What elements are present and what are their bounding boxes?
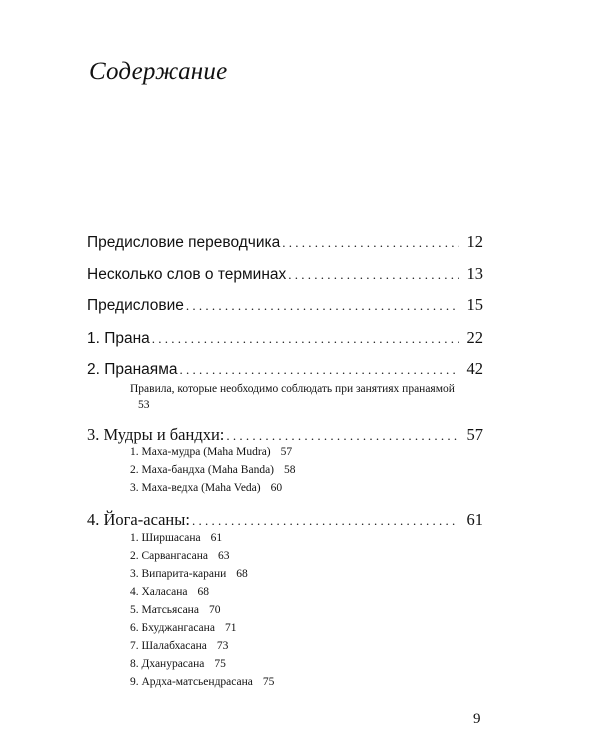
toc-subentry-page: 68 bbox=[236, 568, 248, 580]
toc-subentry[interactable] bbox=[130, 622, 236, 634]
dot-leader bbox=[186, 298, 459, 314]
toc-subentry-label: 8. Дханурасана bbox=[130, 658, 205, 670]
toc-subentry-page: 75 bbox=[262, 676, 275, 688]
toc-subentry[interactable] bbox=[130, 676, 274, 688]
toc-subentry-page: 75 bbox=[214, 658, 226, 670]
toc-entry-label: 2. Пранаяма bbox=[87, 361, 178, 378]
dot-leader bbox=[192, 513, 459, 529]
toc-subentry[interactable] bbox=[130, 604, 220, 616]
toc-subentry[interactable] bbox=[130, 482, 282, 494]
toc-subentry[interactable] bbox=[130, 532, 222, 544]
toc-subentry-page: 53 bbox=[138, 399, 150, 411]
toc-subentry-label: 2. Сарвангасана bbox=[130, 550, 208, 562]
toc-entry-label: 4. Йога-асаны: bbox=[87, 510, 190, 529]
toc-subentry[interactable] bbox=[130, 568, 248, 580]
toc-subentry-label: 1. Маха-мудра (Maha Mudra) bbox=[130, 446, 271, 458]
toc-subentry-label: 3. Маха-ведха (Maha Veda) bbox=[130, 482, 261, 494]
toc-subentry-label: 6. Бхуджангасана bbox=[130, 622, 215, 634]
toc-subentry-label: 4. Халасана bbox=[130, 586, 188, 598]
toc-entry-page: 12 bbox=[466, 232, 483, 251]
toc-subentry-label: 2. Маха-бандха (Maha Banda) bbox=[130, 464, 274, 476]
toc-subentry-page: 73 bbox=[216, 640, 229, 652]
toc-entry-label: Предисловие переводчика bbox=[87, 234, 281, 251]
toc-subentry[interactable] bbox=[130, 464, 296, 476]
toc-entry-label: Предисловие bbox=[87, 297, 184, 314]
toc-entry[interactable] bbox=[87, 232, 483, 252]
toc-subentry-page: 71 bbox=[224, 622, 237, 634]
toc-subentry-label: Правила, которые необходимо соблюдать при занятиях пранаямой bbox=[130, 383, 455, 395]
page-number: 9 bbox=[473, 711, 481, 727]
toc-entry[interactable] bbox=[87, 264, 483, 284]
toc-entry-page: 15 bbox=[466, 295, 483, 314]
toc-subentry-label: 3. Випарита-карани bbox=[130, 568, 227, 580]
toc-subentry-label: 5. Матсьясана bbox=[130, 604, 199, 616]
toc-subentry[interactable] bbox=[130, 550, 230, 562]
toc-subentry[interactable] bbox=[130, 381, 470, 413]
toc-subentry[interactable] bbox=[130, 640, 228, 652]
dot-leader bbox=[226, 428, 459, 444]
toc-subentry-page: 58 bbox=[284, 464, 296, 476]
toc-entry-page: 13 bbox=[466, 264, 483, 283]
dot-leader bbox=[179, 362, 459, 378]
toc-subentry[interactable] bbox=[130, 446, 292, 458]
toc-subentry-page: 63 bbox=[218, 550, 230, 562]
toc-entry-label: 3. Мудры и бандхи: bbox=[87, 425, 225, 444]
toc-entry[interactable] bbox=[87, 510, 483, 530]
toc-subentry-label: 1. Ширшасана bbox=[130, 532, 201, 544]
toc-subentry-page: 60 bbox=[270, 482, 283, 494]
dot-leader bbox=[152, 331, 459, 347]
toc-subentry-page: 61 bbox=[210, 532, 223, 544]
toc-entry-page: 57 bbox=[466, 425, 483, 444]
page-title: Содержание bbox=[89, 58, 228, 85]
toc-entry[interactable] bbox=[87, 295, 483, 315]
toc-subentry-page: 68 bbox=[197, 586, 209, 598]
toc-subentry-label: 9. Ардха-матсьендрасана bbox=[130, 676, 253, 688]
toc-subentry[interactable] bbox=[130, 586, 209, 598]
toc-entry-label: Несколько слов о терминах bbox=[87, 266, 287, 283]
toc-subentry-label: 7. Шалабхасана bbox=[130, 640, 207, 652]
toc-entry[interactable] bbox=[87, 328, 483, 348]
toc-entry[interactable] bbox=[87, 425, 483, 445]
toc-entry-page: 42 bbox=[466, 359, 483, 378]
toc-entry-page: 61 bbox=[466, 510, 483, 529]
toc-subentry-page: 57 bbox=[280, 446, 293, 458]
dot-leader bbox=[288, 267, 459, 283]
toc-entry-label: 1. Прана bbox=[87, 330, 150, 347]
toc-subentry-page: 70 bbox=[208, 604, 221, 616]
toc-subentry[interactable] bbox=[130, 658, 226, 670]
dot-leader bbox=[282, 235, 459, 251]
toc-entry-page: 22 bbox=[466, 328, 483, 347]
toc-entry[interactable] bbox=[87, 359, 483, 379]
